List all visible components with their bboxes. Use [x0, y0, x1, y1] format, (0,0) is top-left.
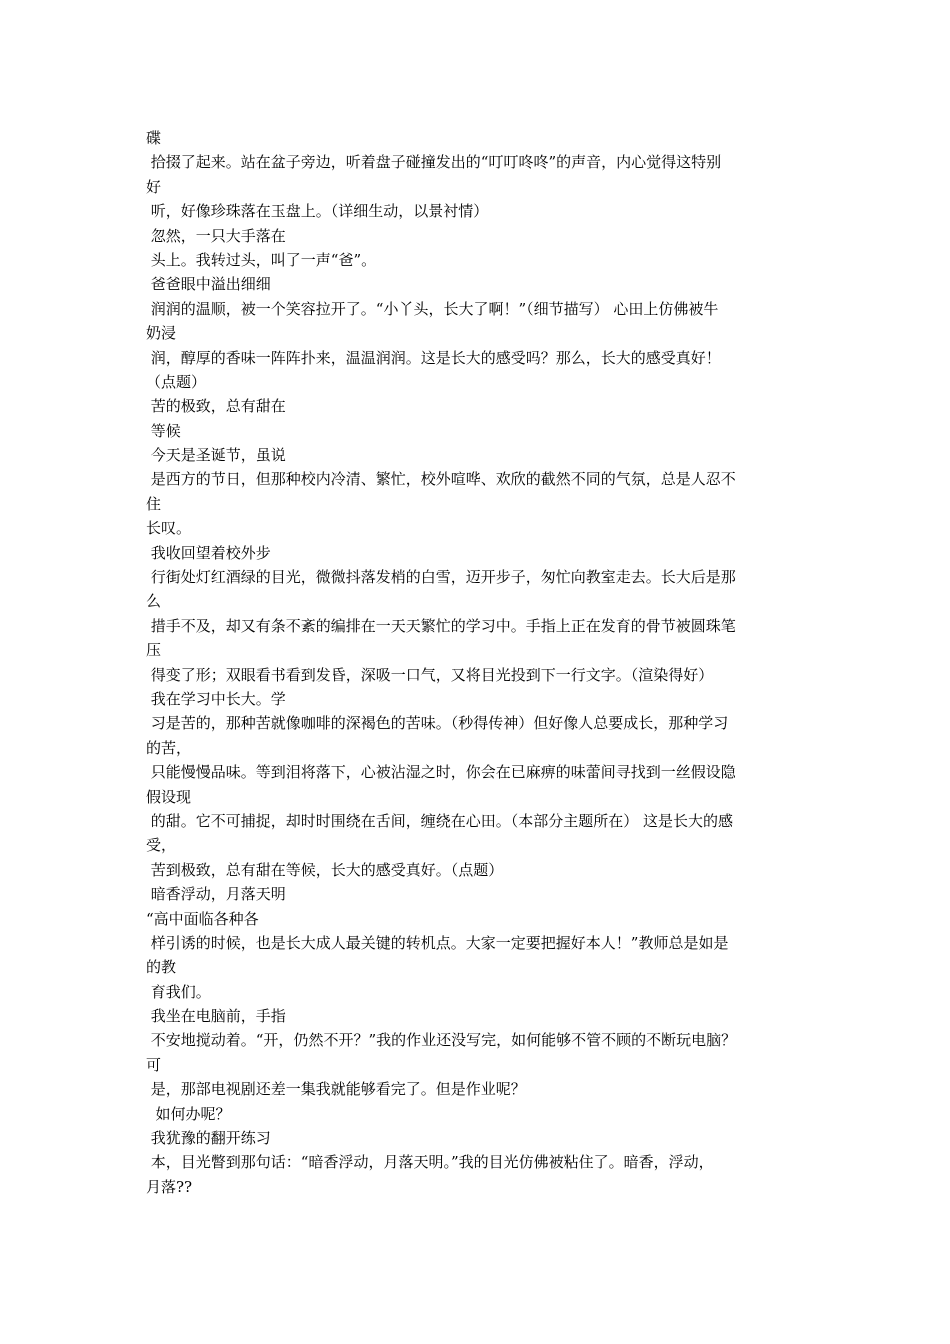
text-line: 苦的极致，总有甜在 [146, 397, 286, 416]
text-line: 不安地搅动着。“开，仍然不开？”我的作业还没写完，如何能够不管不顾的不断玩电脑？ [146, 1031, 737, 1050]
text-line: 今天是圣诞节，虽说 [146, 446, 286, 465]
text-line: 如何办呢？ [146, 1104, 231, 1123]
text-line: 是，那部电视剧还差一集我就能够看完了。但是作业呢？ [146, 1080, 526, 1099]
text-line: 本，目光瞥到那句话：“暗香浮动，月落天明。”我的目光仿佛被粘住了。暗香，浮动， [146, 1153, 714, 1172]
text-line: 润润的温顺，被一个笑容拉开了。“小丫头，长大了啊！”（细节描写） 心田上仿佛被牛 [146, 299, 719, 318]
text-line: 我在学习中长大。学 [146, 689, 286, 708]
text-line: 假设现 [146, 787, 192, 806]
text-line: 润，醇厚的香味一阵阵扑来，温温润润。这是长大的感受吗？那么，长大的感受真好！ [146, 348, 721, 367]
text-line: 住 [146, 494, 162, 513]
text-line: 的甜。它不可捕捉，却时时围绕在舌间，缠绕在心田。（本部分主题所在） 这是长大的感 [146, 811, 734, 830]
text-line: 是西方的节日，但那种校内冷清、繁忙，校外喧哗、欢欣的截然不同的气氛，总是人忍不 [146, 470, 736, 489]
text-line: 月落?? [146, 1177, 193, 1196]
text-line: 爸爸眼中溢出细细 [146, 275, 271, 294]
text-line: 苦到极致，总有甜在等候，长大的感受真好。（点题） [146, 860, 504, 879]
text-line: 样引诱的时候，也是长大成人最关键的转机点。大家一定要把握好本人！”教师总是如是 [146, 933, 729, 952]
text-line: 措手不及，却又有条不紊的编排在一天天繁忙的学习中。手指上正在发育的骨节被圆珠笔 [146, 616, 736, 635]
text-line: 忽然，一只大手落在 [146, 226, 286, 245]
text-line: 受， [146, 836, 177, 855]
text-line: 我坐在电脑前，手指 [146, 1007, 286, 1026]
text-line: 行街处灯红酒绿的目光，微微抖落发梢的白雪，迈开步子，匆忙向教室走去。长大后是那 [146, 568, 736, 587]
text-line: 头上。我转过头，叫了一声“爸”。 [146, 250, 377, 269]
text-line: 可 [146, 1055, 162, 1074]
document-text-body [146, 126, 826, 1199]
text-line: 暗香浮动，月落天明 [146, 885, 286, 904]
text-line: 么 [146, 592, 162, 611]
text-line: 长叹。 [146, 519, 192, 538]
text-line: “高中面临各种各 [146, 909, 259, 928]
text-line: 听，好像珍珠落在玉盘上。（详细生动，以景衬情） [146, 202, 489, 221]
text-line: 只能慢慢品味。等到泪将落下，心被沾湿之时，你会在已麻痹的味蕾间寻找到一丝假设隐 [146, 763, 736, 782]
text-line: 我收回望着校外步 [146, 543, 271, 562]
text-line: 压 [146, 641, 162, 660]
text-line: 好 [146, 177, 162, 196]
text-line: 我犹豫的翻开练习 [146, 1129, 271, 1148]
text-line: 奶浸 [146, 324, 177, 343]
text-line: （点题） [146, 372, 207, 391]
text-line: 拾掇了起来。站在盆子旁边，听着盘子碰撞发出的“叮叮咚咚”的声音，内心觉得这特别 [146, 153, 722, 172]
text-line: 等候 [146, 421, 181, 440]
text-line: 习是苦的，那种苦就像咖啡的深褐色的苦味。（秒得传神）但好像人总要成长，那种学习 [146, 714, 729, 733]
text-line: 育我们。 [146, 982, 211, 1001]
text-line: 的教 [146, 958, 177, 977]
text-line: 的苦， [146, 738, 192, 757]
text-line: 碟 [146, 129, 162, 147]
text-line: 得变了形；双眼看书看到发昏，深吸一口气，又将目光投到下一行文字。（渲染得好） [146, 665, 714, 684]
